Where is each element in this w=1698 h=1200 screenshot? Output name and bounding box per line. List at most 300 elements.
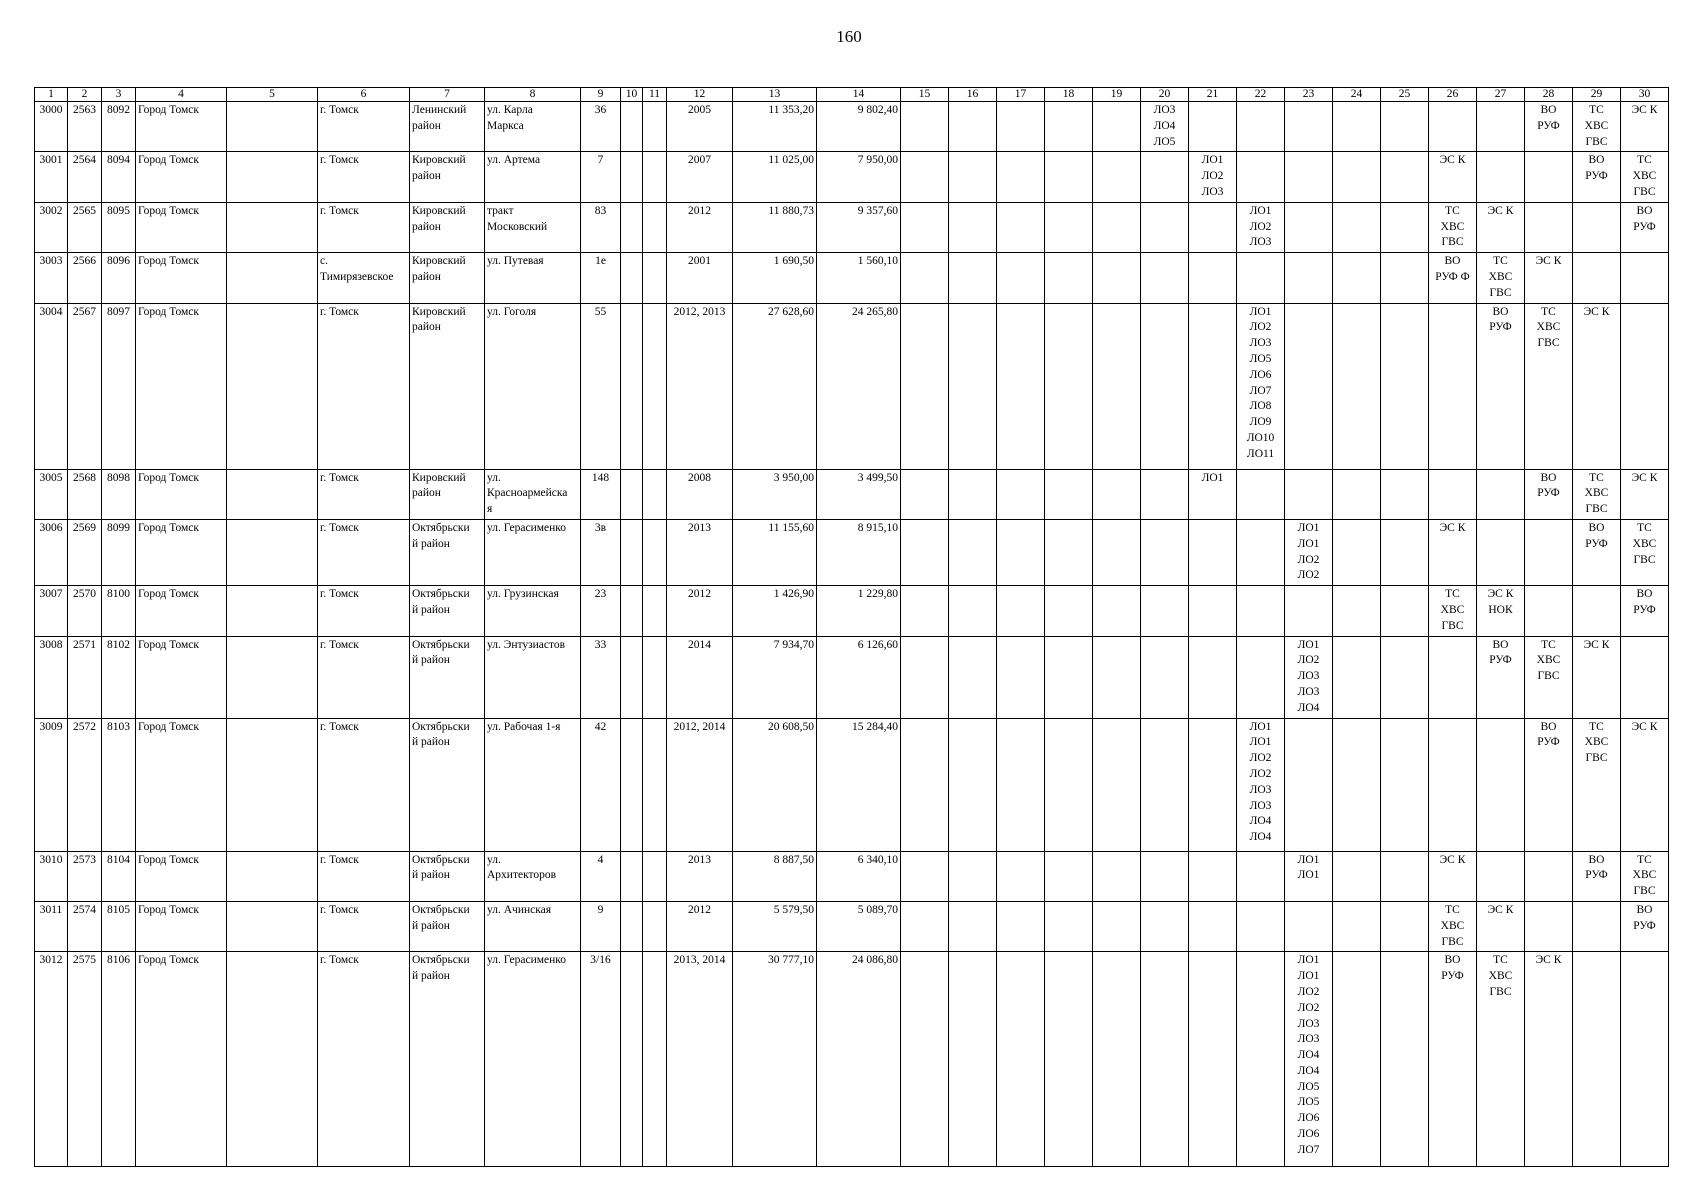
table-cell xyxy=(227,901,318,951)
header-row xyxy=(35,88,1669,102)
column-header: 10 xyxy=(621,88,643,102)
table-cell: 83 xyxy=(581,202,621,252)
column-header: 13 xyxy=(733,88,817,102)
table-cell: 2013 xyxy=(667,851,733,901)
table-cell xyxy=(1189,519,1237,585)
table-cell xyxy=(1093,519,1141,585)
table-cell xyxy=(997,152,1045,202)
table-cell: ул. Ачинская xyxy=(485,901,581,951)
table-cell: 3 499,50 xyxy=(817,469,901,519)
table-cell xyxy=(1045,303,1093,469)
table-cell: Кировский район xyxy=(410,202,485,252)
table-cell: 8094 xyxy=(102,152,136,202)
table-cell xyxy=(1525,152,1573,202)
table-cell: 33 xyxy=(581,636,621,718)
table-cell: Октябрьски й район xyxy=(410,952,485,1167)
table-cell: ВО РУФ xyxy=(1621,586,1669,636)
table-cell xyxy=(227,303,318,469)
column-header: 19 xyxy=(1093,88,1141,102)
column-header: 30 xyxy=(1621,88,1669,102)
table-cell: 2565 xyxy=(68,202,102,252)
table-cell: г. Томск xyxy=(318,952,410,1167)
table-cell: г. Томск xyxy=(318,152,410,202)
table-cell: 2563 xyxy=(68,102,102,152)
table-cell xyxy=(1333,253,1381,303)
table-cell xyxy=(997,519,1045,585)
table-cell: г. Томск xyxy=(318,636,410,718)
table-cell xyxy=(1093,469,1141,519)
table-cell xyxy=(1525,519,1573,585)
table-cell: 2575 xyxy=(68,952,102,1167)
table-cell xyxy=(1429,636,1477,718)
table-cell: ЭС К xyxy=(1429,851,1477,901)
table-cell: ВО РУФ xyxy=(1525,102,1573,152)
table-cell xyxy=(621,636,643,718)
table-cell xyxy=(1237,851,1285,901)
table-cell xyxy=(1237,636,1285,718)
table-cell: ЭС К xyxy=(1429,152,1477,202)
table-cell xyxy=(1381,102,1429,152)
table-cell xyxy=(1189,102,1237,152)
table-cell xyxy=(1381,202,1429,252)
table-cell: ТС ХВС ГВС xyxy=(1525,303,1573,469)
table-cell xyxy=(1477,102,1525,152)
table-cell: 6 126,60 xyxy=(817,636,901,718)
table-cell: 2571 xyxy=(68,636,102,718)
table-cell: 2564 xyxy=(68,152,102,202)
table-cell: 3000 xyxy=(35,102,68,152)
table-cell: Ленинский район xyxy=(410,102,485,152)
table-cell xyxy=(227,253,318,303)
table-cell xyxy=(1333,152,1381,202)
table-cell xyxy=(1237,952,1285,1167)
table-cell xyxy=(1093,851,1141,901)
table-cell xyxy=(1237,901,1285,951)
table-cell: 4 xyxy=(581,851,621,901)
table-cell xyxy=(1093,152,1141,202)
table-cell: 3 950,00 xyxy=(733,469,817,519)
table-cell xyxy=(901,586,949,636)
column-header: 21 xyxy=(1189,88,1237,102)
table-cell xyxy=(1093,586,1141,636)
table-cell: 1 690,50 xyxy=(733,253,817,303)
table-cell xyxy=(621,851,643,901)
table-cell: ЭС К xyxy=(1477,901,1525,951)
table-cell xyxy=(643,253,667,303)
table-cell: ЭС К НОК xyxy=(1477,586,1525,636)
table-cell xyxy=(227,636,318,718)
table-cell xyxy=(901,718,949,851)
table-cell xyxy=(1285,586,1333,636)
table-cell xyxy=(901,253,949,303)
table-cell: ВО РУФ xyxy=(1573,152,1621,202)
table-cell xyxy=(949,718,997,851)
table-cell xyxy=(643,718,667,851)
table-cell xyxy=(227,469,318,519)
column-header: 5 xyxy=(227,88,318,102)
table-cell xyxy=(1285,901,1333,951)
table-cell: 30 777,10 xyxy=(733,952,817,1167)
table-cell: 2013 xyxy=(667,519,733,585)
table-cell: 5 089,70 xyxy=(817,901,901,951)
table-cell: ТС ХВС ГВС xyxy=(1573,469,1621,519)
table-cell: ул. Артема xyxy=(485,152,581,202)
table-cell xyxy=(1525,586,1573,636)
table-cell: 3в xyxy=(581,519,621,585)
table-cell xyxy=(1381,469,1429,519)
registry-table xyxy=(34,87,1669,1167)
table-cell: Октябрьски й район xyxy=(410,718,485,851)
table-cell xyxy=(227,152,318,202)
table-cell: Кировский район xyxy=(410,152,485,202)
table-cell xyxy=(1093,636,1141,718)
table-cell: ул. Красноармейска я xyxy=(485,469,581,519)
table-row xyxy=(35,519,1669,585)
table-cell xyxy=(1093,303,1141,469)
table-cell: ЭС К xyxy=(1525,253,1573,303)
table-cell xyxy=(621,586,643,636)
column-header: 4 xyxy=(136,88,227,102)
table-cell: 11 353,20 xyxy=(733,102,817,152)
table-cell: ТС ХВС ГВС xyxy=(1573,102,1621,152)
table-cell xyxy=(621,519,643,585)
table-cell: 2568 xyxy=(68,469,102,519)
table-cell: ул. Герасименко xyxy=(485,519,581,585)
table-cell: ТС ХВС ГВС xyxy=(1429,586,1477,636)
table-cell: 8096 xyxy=(102,253,136,303)
table-cell xyxy=(1237,152,1285,202)
table-cell xyxy=(949,952,997,1167)
table-cell: г. Томск xyxy=(318,469,410,519)
table-cell: ЛО1 ЛО1 ЛО2 ЛО2 xyxy=(1285,519,1333,585)
table-cell xyxy=(621,952,643,1167)
table-cell xyxy=(621,901,643,951)
table-cell xyxy=(949,586,997,636)
table-cell xyxy=(1621,253,1669,303)
table-cell xyxy=(1333,519,1381,585)
table-cell xyxy=(1525,901,1573,951)
table-cell: 2570 xyxy=(68,586,102,636)
column-header: 7 xyxy=(410,88,485,102)
table-cell: 9 xyxy=(581,901,621,951)
table-cell: 42 xyxy=(581,718,621,851)
table-cell: 9 357,60 xyxy=(817,202,901,252)
table-cell xyxy=(997,851,1045,901)
table-cell xyxy=(1141,586,1189,636)
table-cell: Город Томск xyxy=(136,901,227,951)
table-cell xyxy=(1045,519,1093,585)
table-cell: ЛО1 ЛО2 ЛО3 ЛО5 ЛО6 ЛО7 ЛО8 ЛО9 ЛО10 ЛО11 xyxy=(1237,303,1285,469)
table-cell: 8099 xyxy=(102,519,136,585)
table-cell: 2012, 2014 xyxy=(667,718,733,851)
table-cell xyxy=(1093,102,1141,152)
table-cell xyxy=(1573,901,1621,951)
table-cell xyxy=(1093,202,1141,252)
table-cell: 2014 xyxy=(667,636,733,718)
table-cell: Город Томск xyxy=(136,636,227,718)
column-header: 24 xyxy=(1333,88,1381,102)
table-cell: Октябрьски й район xyxy=(410,519,485,585)
table-cell xyxy=(621,469,643,519)
table-cell xyxy=(1285,202,1333,252)
table-cell xyxy=(1573,253,1621,303)
table-cell: Октябрьски й район xyxy=(410,901,485,951)
table-cell xyxy=(643,636,667,718)
table-cell xyxy=(227,586,318,636)
table-cell xyxy=(1621,636,1669,718)
table-cell xyxy=(901,901,949,951)
table-cell xyxy=(1429,102,1477,152)
table-cell xyxy=(901,102,949,152)
table-cell xyxy=(997,636,1045,718)
table-cell xyxy=(1093,901,1141,951)
table-cell: 11 155,60 xyxy=(733,519,817,585)
table-cell: Кировский район xyxy=(410,253,485,303)
table-cell xyxy=(1429,718,1477,851)
table-cell xyxy=(901,202,949,252)
table-cell: ЛО1 ЛО1 ЛО2 ЛО2 ЛО3 ЛО3 ЛО4 ЛО4 xyxy=(1237,718,1285,851)
table-cell: 2012 xyxy=(667,202,733,252)
table-cell: ВО РУФ xyxy=(1477,636,1525,718)
table-cell: тракт Московский xyxy=(485,202,581,252)
table-cell xyxy=(1381,901,1429,951)
table-cell: 8103 xyxy=(102,718,136,851)
table-cell: ЭС К xyxy=(1429,519,1477,585)
table-cell xyxy=(997,901,1045,951)
table-row xyxy=(35,253,1669,303)
table-cell xyxy=(643,952,667,1167)
table-cell: 3006 xyxy=(35,519,68,585)
table-cell: ТС ХВС ГВС xyxy=(1525,636,1573,718)
page-number: 160 xyxy=(836,27,862,46)
table-cell xyxy=(1045,469,1093,519)
table-cell: 148 xyxy=(581,469,621,519)
table-cell xyxy=(1285,303,1333,469)
table-cell xyxy=(1189,901,1237,951)
table-cell: 8104 xyxy=(102,851,136,901)
table-cell xyxy=(1429,303,1477,469)
table-cell: ЛО1 ЛО1 ЛО2 ЛО2 ЛО3 ЛО3 ЛО4 ЛО4 ЛО5 ЛО5 ЛО6 ЛО6 ЛО7 xyxy=(1285,952,1333,1167)
table-cell: ЭС К xyxy=(1621,102,1669,152)
table-cell xyxy=(1285,102,1333,152)
table-cell: ул. Архитекторов xyxy=(485,851,581,901)
column-header: 3 xyxy=(102,88,136,102)
column-header: 23 xyxy=(1285,88,1333,102)
table-cell xyxy=(1285,718,1333,851)
table-cell xyxy=(1045,851,1093,901)
table-cell xyxy=(1093,253,1141,303)
table-cell xyxy=(1381,586,1429,636)
table-cell xyxy=(1045,718,1093,851)
table-cell xyxy=(1381,952,1429,1167)
table-cell: 2013, 2014 xyxy=(667,952,733,1167)
table-cell: 8105 xyxy=(102,901,136,951)
table-cell: ТС ХВС ГВС xyxy=(1429,202,1477,252)
table-cell xyxy=(1525,202,1573,252)
table-cell: 36 xyxy=(581,102,621,152)
table-row xyxy=(35,303,1669,469)
table-cell xyxy=(1189,586,1237,636)
table-cell xyxy=(1333,901,1381,951)
table-cell: Октябрьски й район xyxy=(410,636,485,718)
table-cell: ТС ХВС ГВС xyxy=(1477,253,1525,303)
table-cell: 2567 xyxy=(68,303,102,469)
table-cell xyxy=(997,102,1045,152)
table-cell xyxy=(1333,202,1381,252)
table-cell: г. Томск xyxy=(318,851,410,901)
table-row xyxy=(35,152,1669,202)
table-cell xyxy=(1141,851,1189,901)
table-cell: Город Томск xyxy=(136,303,227,469)
table-cell xyxy=(949,202,997,252)
table-cell: 3005 xyxy=(35,469,68,519)
column-header: 14 xyxy=(817,88,901,102)
table-cell: ЛО1 ЛО2 ЛО3 xyxy=(1237,202,1285,252)
table-cell xyxy=(1285,253,1333,303)
table-cell: г. Томск xyxy=(318,102,410,152)
table-cell: ВО РУФ xyxy=(1621,202,1669,252)
table-cell xyxy=(643,303,667,469)
table-cell xyxy=(1141,519,1189,585)
table-cell xyxy=(1477,851,1525,901)
table-cell: 8100 xyxy=(102,586,136,636)
table-cell xyxy=(621,202,643,252)
column-header: 17 xyxy=(997,88,1045,102)
table-cell xyxy=(227,851,318,901)
table-cell xyxy=(1045,636,1093,718)
table-cell xyxy=(1333,102,1381,152)
table-cell: 3011 xyxy=(35,901,68,951)
table-cell: 8095 xyxy=(102,202,136,252)
table-cell xyxy=(949,851,997,901)
table-row xyxy=(35,469,1669,519)
table-cell xyxy=(1381,851,1429,901)
table-cell: 2001 xyxy=(667,253,733,303)
column-header: 28 xyxy=(1525,88,1573,102)
table-cell xyxy=(227,202,318,252)
table-cell: 8 915,10 xyxy=(817,519,901,585)
table-cell xyxy=(1381,253,1429,303)
table-cell: ЛО1 ЛО2 ЛО3 xyxy=(1189,152,1237,202)
table-cell: 1 560,10 xyxy=(817,253,901,303)
table-cell: 8102 xyxy=(102,636,136,718)
table-cell: ТС ХВС ГВС xyxy=(1477,952,1525,1167)
table-cell: ЛО1 ЛО1 xyxy=(1285,851,1333,901)
table-cell: 24 265,80 xyxy=(817,303,901,469)
table-cell xyxy=(901,152,949,202)
table-cell: 3002 xyxy=(35,202,68,252)
table-cell xyxy=(901,952,949,1167)
table-cell: Город Томск xyxy=(136,253,227,303)
table-cell: 3009 xyxy=(35,718,68,851)
table-cell: 2572 xyxy=(68,718,102,851)
table-cell: ТС ХВС ГВС xyxy=(1621,152,1669,202)
table-cell: ТС ХВС ГВС xyxy=(1621,851,1669,901)
table-cell xyxy=(949,469,997,519)
table-cell xyxy=(643,519,667,585)
table-cell xyxy=(621,253,643,303)
table-cell xyxy=(1237,253,1285,303)
column-header: 2 xyxy=(68,88,102,102)
table-cell: ЭС К xyxy=(1573,303,1621,469)
table-cell xyxy=(1237,469,1285,519)
table-cell xyxy=(1477,519,1525,585)
table-cell: 8097 xyxy=(102,303,136,469)
table-cell: 6 340,10 xyxy=(817,851,901,901)
table-cell: 11 025,00 xyxy=(733,152,817,202)
table-cell xyxy=(1045,152,1093,202)
table-cell xyxy=(901,636,949,718)
column-header: 27 xyxy=(1477,88,1525,102)
table-cell: 8092 xyxy=(102,102,136,152)
table-cell: 55 xyxy=(581,303,621,469)
table-cell xyxy=(997,469,1045,519)
table-cell xyxy=(1621,303,1669,469)
table-cell xyxy=(997,253,1045,303)
table-cell xyxy=(997,586,1045,636)
table-cell: ул. Энтузиастов xyxy=(485,636,581,718)
table-cell: 3003 xyxy=(35,253,68,303)
table-cell: Город Томск xyxy=(136,952,227,1167)
table-cell: Кировский район xyxy=(410,469,485,519)
table-cell: ВО РУФ xyxy=(1525,469,1573,519)
table-cell xyxy=(1141,636,1189,718)
table-cell xyxy=(1285,469,1333,519)
table-row xyxy=(35,851,1669,901)
table-cell: ТС ХВС ГВС xyxy=(1621,519,1669,585)
table-cell xyxy=(1333,952,1381,1167)
table-cell xyxy=(1189,636,1237,718)
table-cell: 11 880,73 xyxy=(733,202,817,252)
table-cell: г. Томск xyxy=(318,586,410,636)
table-row xyxy=(35,952,1669,1167)
table-cell xyxy=(1333,303,1381,469)
table-cell xyxy=(1189,718,1237,851)
table-cell xyxy=(1333,586,1381,636)
table-cell: г. Томск xyxy=(318,519,410,585)
table-cell: 2008 xyxy=(667,469,733,519)
table-cell: 3004 xyxy=(35,303,68,469)
table-cell: 3012 xyxy=(35,952,68,1167)
table-cell: 27 628,60 xyxy=(733,303,817,469)
table-cell xyxy=(621,718,643,851)
table-cell xyxy=(1093,952,1141,1167)
table-cell xyxy=(1237,586,1285,636)
table-cell xyxy=(1573,202,1621,252)
table-row xyxy=(35,636,1669,718)
table-cell: 2007 xyxy=(667,152,733,202)
table-cell xyxy=(1429,469,1477,519)
table-cell xyxy=(643,851,667,901)
table-cell: 24 086,80 xyxy=(817,952,901,1167)
table-cell xyxy=(997,303,1045,469)
table-cell: ВО РУФ xyxy=(1525,718,1573,851)
table-cell xyxy=(1333,718,1381,851)
column-header: 25 xyxy=(1381,88,1429,102)
table-cell: ЭС К xyxy=(1477,202,1525,252)
table-cell: 3008 xyxy=(35,636,68,718)
column-header: 20 xyxy=(1141,88,1189,102)
table-cell xyxy=(1333,851,1381,901)
table-cell xyxy=(1093,718,1141,851)
table-cell: ВО РУФ xyxy=(1429,952,1477,1167)
table-cell xyxy=(1381,303,1429,469)
table-cell xyxy=(901,851,949,901)
table-cell: 5 579,50 xyxy=(733,901,817,951)
table-cell: г. Томск xyxy=(318,901,410,951)
table-cell xyxy=(227,519,318,585)
table-cell: 8 887,50 xyxy=(733,851,817,901)
